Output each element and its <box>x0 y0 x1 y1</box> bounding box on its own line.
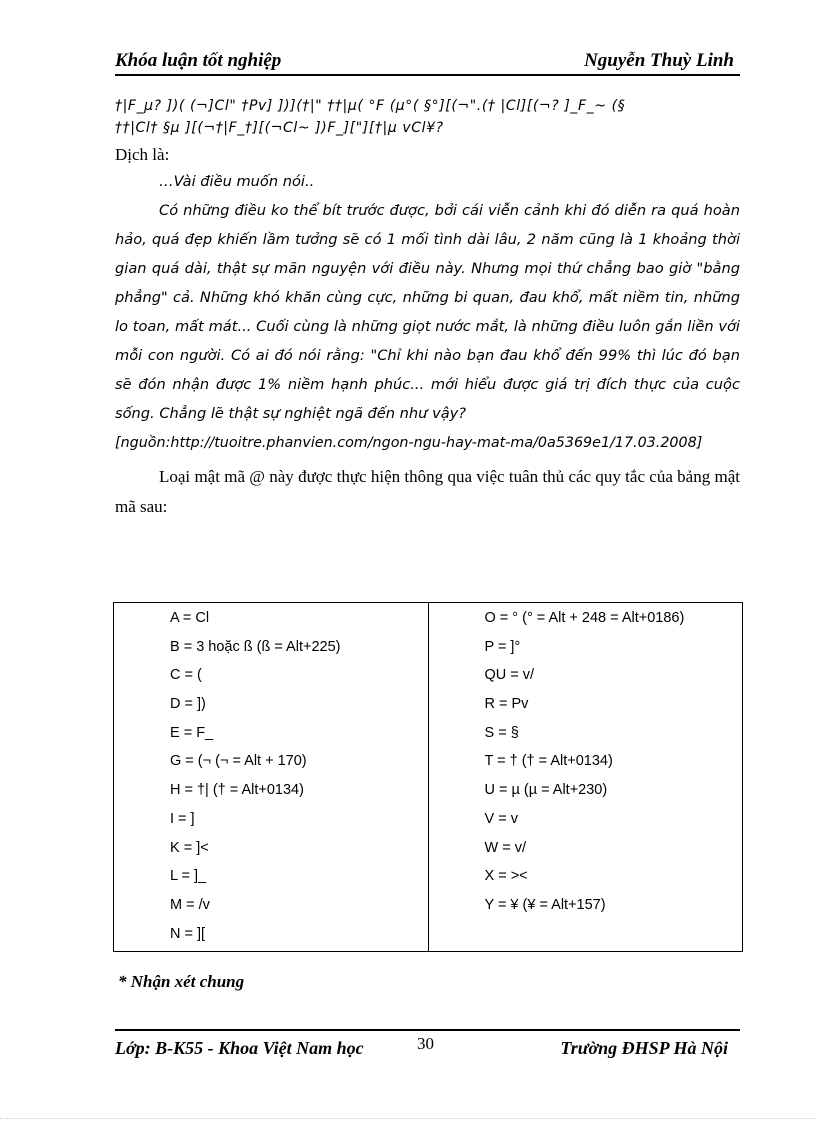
cipher-table-left-column <box>114 603 429 952</box>
cipher-rule: Y = ¥ (¥ = Alt+157) <box>484 896 606 913</box>
cipher-rule: C = ( <box>170 667 202 684</box>
cipher-rule: H = †| († = Alt+0134) <box>170 782 304 799</box>
cipher-rule: A = Cl <box>170 610 210 626</box>
source-citation: [nguồn:http://tuoitre.phanvien.com/ngon-ngu-hay-mat-ma/0a5369e1/17.03.2008] <box>115 435 703 451</box>
translation-label: Dịch là: <box>115 145 170 164</box>
general-remark-heading: * Nhận xét chung <box>118 972 245 991</box>
intro-paragraph: Loại mật mã @ này được thực hiện thông qua việc tuân thủ các quy tắc của bảng mật mã sau: <box>115 467 740 516</box>
cipher-rule: X = >< <box>484 868 528 885</box>
header-thesis-title: Khóa luận tốt nghiệp <box>115 50 282 71</box>
cipher-rule: G = (¬ (¬ = Alt + 170) <box>170 753 307 770</box>
cipher-rule: O = ° (° = Alt + 248 = Alt+0186) <box>484 610 685 626</box>
cipher-rule: V = v <box>484 810 518 827</box>
cipher-rule: S = § <box>484 724 519 741</box>
cipher-rule: B = 3 hoặc ß (ß = Alt+225) <box>170 638 341 655</box>
cipher-rule: T = † († = Alt+0134) <box>484 753 613 770</box>
cipher-rule: P = ]° <box>484 638 521 655</box>
translation-heading: …Vài điều muốn nói.. <box>159 173 315 190</box>
body-content <box>115 95 740 522</box>
footer-university: Trường ĐHSP Hà Nội <box>560 1038 728 1058</box>
cipher-rule: D = ]) <box>170 696 206 713</box>
page-header <box>115 50 740 76</box>
cipher-rule: L = ]_ <box>170 868 207 885</box>
cipher-rule: N = ][ <box>170 925 206 942</box>
cipher-text-line-1: †|F_µ? ])( (¬]Cl" †Pv] ])](†|" ††|µ( °F (µ°( §°][(¬".(† |Cl][(¬? ]_F_~ (§ <box>115 98 626 114</box>
footer-class-info: Lớp: B-K55 - Khoa Việt Nam học <box>115 1038 364 1058</box>
page-number: 30 <box>417 1034 434 1053</box>
header-author: Nguyễn Thuỳ Linh <box>584 50 734 71</box>
cipher-text-line-2: ††|Cl† §µ ][(¬†|F_†][(¬Cl~ ])F_]["][†|µ vCl¥? <box>115 120 444 136</box>
cipher-rule: I = ] <box>170 810 195 827</box>
page-bottom-divider <box>0 1118 816 1119</box>
cipher-table <box>113 602 743 952</box>
cipher-rule: W = v/ <box>484 839 526 856</box>
cipher-rule: U = µ (µ = Alt+230) <box>484 782 608 799</box>
cipher-rule: K = ]< <box>170 839 209 856</box>
page-footer <box>115 1029 740 1058</box>
cipher-rule: M = /v <box>170 896 210 913</box>
cipher-rule: QU = v/ <box>484 667 535 684</box>
translated-paragraph: Có những điều ko thể bít trước được, bởi cái viễn cảnh khi đó diễn ra quá hoàn hảo, quá đẹp khiến lầm tưởng sẽ có 1 mối tình dài lâu, 2 năm cũng là 1 khoảng thời gian quá dài, thật sự mãn nguyện với điều này. Nhưng mọi thứ chẳng bao giờ "bằng phẳng" cả. Những khó khăn cùng cực, những bi quan, đau khổ, mất niềm tin, những lo toan, mất mát... Cuối cùng là những giọt nước mắt, là những điều luôn gắn liền với mỗi con người. Có ai đó nói rằng: "Chỉ khi nào bạn đau khổ đến 99% thì lúc đó bạn sẽ đón nhận được 1% niềm hạnh phúc... mới hiểu được giá trị đích thực của cuộc sống. Chẳng lẽ thật sự nghiệt ngã đến như vậy? <box>115 202 740 422</box>
cipher-rule: R = Pv <box>484 696 529 713</box>
cipher-table-right-column <box>428 603 743 952</box>
cipher-rule: E = F_ <box>170 724 214 741</box>
